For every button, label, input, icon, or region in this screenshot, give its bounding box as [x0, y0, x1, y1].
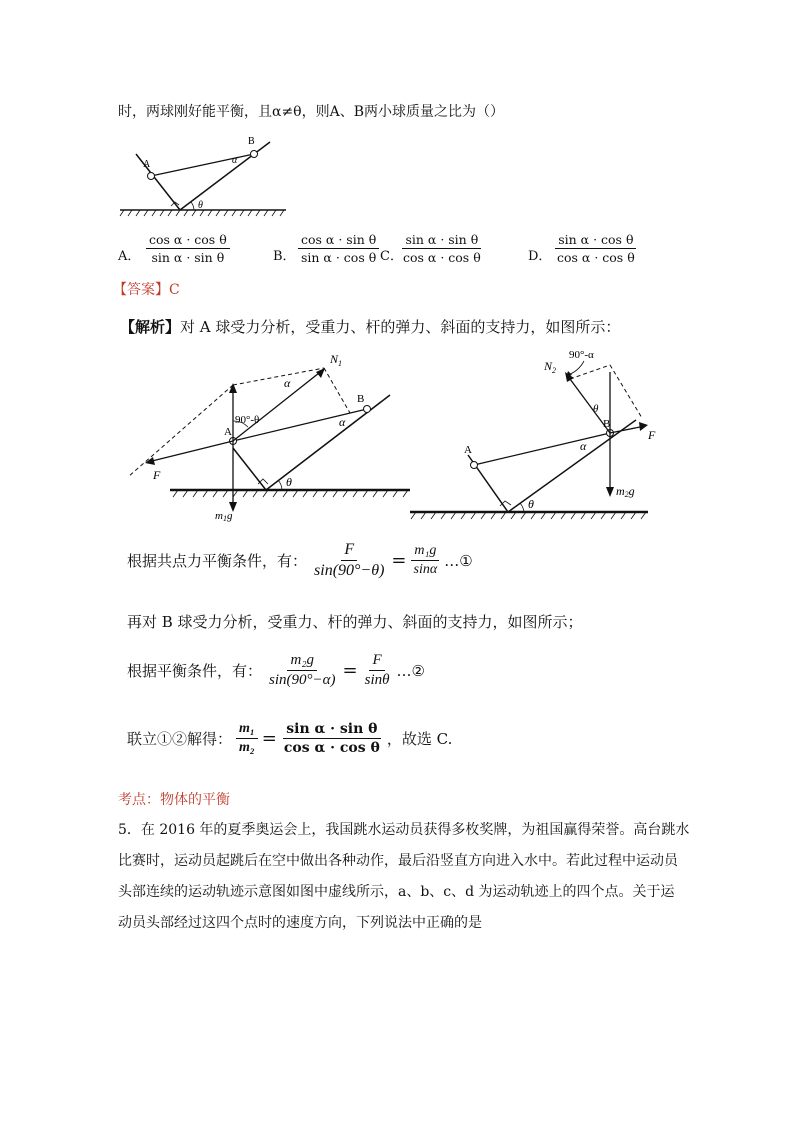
option-c-letter: C． [380, 249, 403, 264]
fig2-label-alpha-rod: α [339, 415, 346, 429]
question-5-line-3: 头部连续的运动轨迹示意图如图中虚线所示，a、b、c、d 为运动轨迹上的四个点。关于运 [118, 884, 675, 900]
fig2-mg-g: g [226, 510, 233, 522]
fig3-mg-m: m [616, 484, 625, 498]
eq1-right-numerator: m₁g [411, 543, 439, 561]
fig3-mg-subscript: 2 [624, 490, 629, 499]
analysis-prefix: 【解析】 [120, 318, 181, 336]
fig3-label-A: A [464, 444, 472, 456]
fig3-label-theta: θ [528, 497, 534, 511]
equation-1: 根据共点力平衡条件，有： $\frac{F}{\sin(90^\circ-\theta)}$ = $\frac{\text{m₁g}}{\sin\alpha}$ …① [127, 541, 473, 579]
eq2-left-numerator: m₂g [287, 652, 317, 671]
option-b-denominator: sin α · cos θ [301, 250, 377, 265]
question-5-line-1: 5．在 2016 年的夏季奥运会上，我国跳水运动员获得多枚奖牌，为祖国赢得荣誉。高台跳水 [118, 822, 690, 838]
options-row [118, 232, 678, 274]
eq3-prefix: 联立①②解得： [127, 730, 233, 748]
fig2-mg-subscript: 1 [222, 514, 227, 523]
fig2-label-mg [215, 510, 233, 523]
fig3-label-B: B [603, 418, 611, 430]
fig2-label-alpha-top: α [284, 376, 291, 390]
eq3-right-numerator: sin α · sin θ [283, 721, 380, 739]
eq1-left-denominator: sin(90°−θ) [314, 562, 385, 579]
eq2-tag: …② [396, 661, 425, 680]
eq3-left-numerator: m₁ [236, 721, 258, 739]
fig3-label-alpha: α [580, 439, 587, 453]
option-c-fraction [400, 232, 484, 265]
incline-figure-1 [118, 132, 290, 222]
analysis-line [120, 316, 620, 337]
analysis-text: 对 A 球受力分析，受重力、杆的弹力、斜面的支持力，如图所示： [180, 318, 621, 336]
fig3-label-F: F [648, 428, 656, 442]
eq3-suffix: ，故选 C. [386, 730, 453, 748]
option-d-letter: D． [528, 249, 552, 264]
eq3-right-denominator: cos α · cos θ [283, 740, 380, 756]
option-a-denominator: sin α · sin θ [151, 250, 225, 265]
fig2-label-N [329, 352, 342, 368]
option-b-fraction [298, 232, 379, 265]
eq1-tag: …① [444, 551, 473, 570]
fig1-label-B: B [248, 136, 255, 147]
eq2-prefix: 根据平衡条件，有： [127, 662, 263, 680]
option-c-numerator: sin α · sin θ [402, 232, 481, 249]
fig3-N-symbol: N [544, 359, 553, 373]
option-d-fraction [554, 232, 638, 265]
answer-label: 【答案】C [113, 282, 180, 298]
eq2-right-numerator: F [369, 652, 384, 671]
option-a-letter: A． [118, 249, 141, 264]
eq2-right-denominator: sinθ [364, 672, 390, 688]
fig3-label-mg [616, 484, 635, 499]
question-5-line-4: 动员头部经过这四个点时的速度方向，下列说法中正确的是 [118, 915, 482, 931]
fig1-label-A: A [143, 159, 151, 170]
option-c-denominator: cos α · cos θ [403, 250, 481, 265]
question-5-line-2: 比赛时，运动员起跳后在空中做出各种动作，最后沿竖直方向进入水中。若此过程中运动员 [118, 853, 678, 869]
fig3-N-subscript: 2 [552, 366, 557, 375]
option-a-numerator: cos α · cos θ [146, 232, 230, 249]
force-diagram-ball-b [408, 345, 658, 525]
intro-text: 时，两球刚好能平衡，且α≠θ，则A、B两小球质量之比为（） [118, 104, 505, 120]
option-b-numerator: cos α · sin θ [298, 232, 379, 249]
fig2-label-B: B [357, 393, 365, 405]
analysis-line-b: 再对 B 球受力分析，受重力、杆的弹力、斜面的支持力，如图所示； [127, 613, 583, 631]
fig2-label-F: F [153, 468, 161, 482]
equation-2: 根据平衡条件，有： $\frac{\text{m₂g}}{\sin(90^\circ-\alpha)}$ = $\frac{F}{\sin\theta}$ …② [127, 652, 425, 688]
fig2-mg-m: m [215, 510, 223, 522]
fig3-label-theta-top: θ [593, 403, 599, 415]
equation-3: 联立①②解得： $\frac{\text{m₁}}{\text{m₂}}$ = $\frac{\text{sin α · sin θ}}{\text{cos α · cos θ}}$ ，故选 C. [127, 721, 453, 756]
fig1-label-theta: θ [198, 200, 203, 211]
fig2-N-subscript: 1 [338, 359, 343, 368]
fig2-label-A: A [224, 426, 232, 438]
fig3-label-angle: 90°-α [569, 349, 594, 361]
option-b-letter: B． [273, 249, 296, 264]
option-d-numerator: sin α · cos θ [555, 232, 636, 249]
topic-label: 考点：物体的平衡 [118, 792, 230, 808]
fig2-N-symbol: N [330, 352, 339, 366]
eq2-left-denominator: sin(90°−α) [269, 672, 336, 688]
fig2-label-angle: 90°-θ [235, 414, 260, 426]
eq1-right-denominator: sinα [413, 562, 438, 577]
eq3-left-denominator: m₂ [239, 740, 255, 755]
fig3-mg-g: g [628, 484, 635, 498]
fig2-label-theta: θ [286, 475, 292, 489]
fig3-label-N [543, 359, 556, 375]
option-a-fraction [146, 232, 230, 265]
eq1-prefix: 根据共点力平衡条件，有： [127, 552, 308, 570]
fig1-label-alpha: α [232, 155, 238, 166]
option-d-denominator: cos α · cos θ [557, 250, 635, 265]
force-diagram-ball-a [120, 345, 415, 525]
eq1-left-numerator: F [341, 541, 357, 561]
